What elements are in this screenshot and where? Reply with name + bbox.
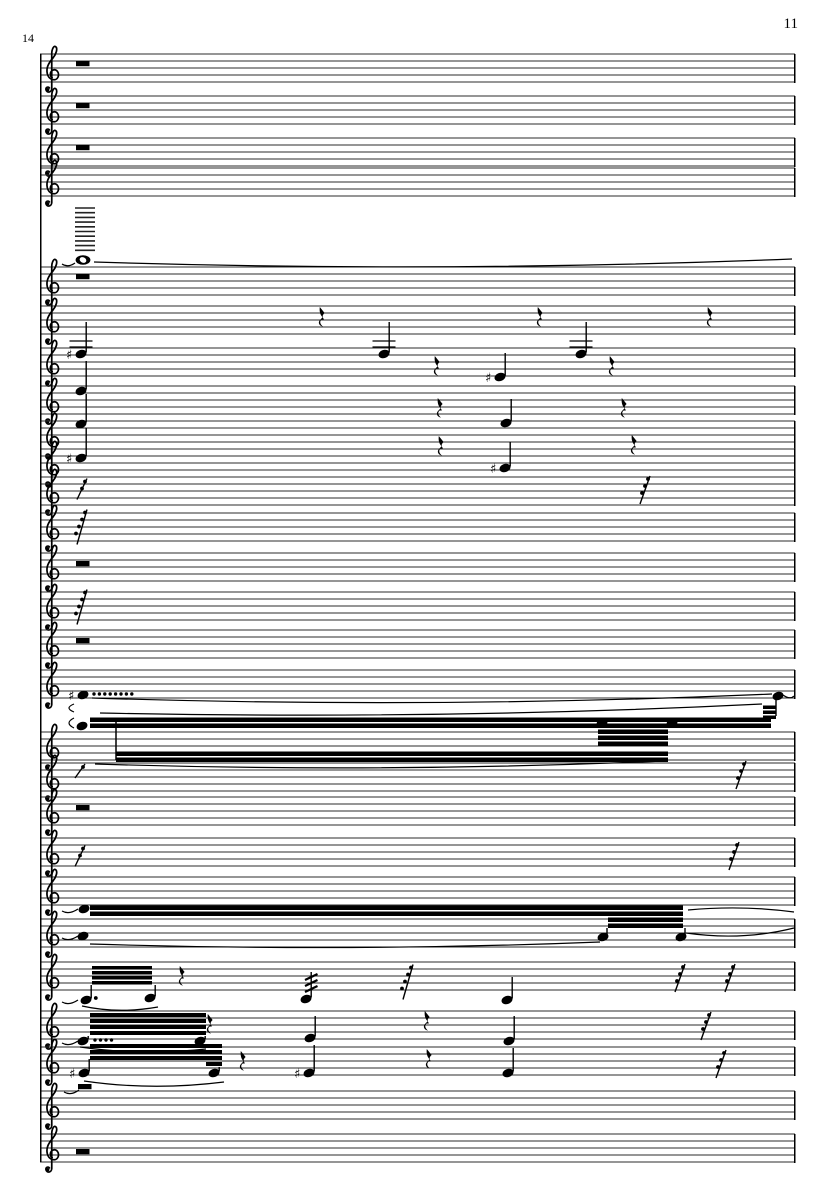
end-barline (794, 348, 796, 377)
multi-flag-rest (75, 764, 85, 778)
treble-clef-icon (46, 88, 59, 134)
end-barline (794, 838, 796, 867)
tremolo-beam (763, 716, 776, 720)
rest-flag-dot (409, 966, 413, 970)
treble-clef-icon (46, 911, 59, 957)
dot (125, 692, 128, 695)
rest-flag-dot (400, 987, 404, 991)
staves-layer (40, 46, 796, 1172)
slur (783, 695, 794, 698)
quarter-note (373, 322, 396, 360)
staff (40, 954, 796, 1000)
augmentation-dot (94, 996, 98, 1000)
rest-flag-dot (719, 1058, 723, 1062)
tremolo-beam (92, 981, 152, 985)
end-barline (794, 449, 796, 478)
tremolo-beam (90, 1050, 222, 1054)
slur (69, 704, 74, 712)
whole-note (76, 255, 91, 264)
multi-flag-rest (74, 590, 87, 625)
staff (40, 584, 796, 630)
rest-flag-dot (646, 477, 650, 481)
slur (69, 718, 74, 728)
quarter-rest (207, 1014, 213, 1034)
tremolo-beam (90, 1044, 222, 1048)
rest-flag-dot (675, 979, 679, 983)
rest-flag-dot (716, 1065, 720, 1069)
quarter-rest (424, 1011, 430, 1031)
rest-flag-dot (77, 525, 81, 529)
staff (40, 1126, 796, 1172)
rest-flag-dot (731, 965, 735, 969)
page-number: 11 (783, 16, 798, 32)
staff (40, 662, 796, 708)
staff (40, 130, 796, 176)
end-barline (794, 553, 796, 582)
end-barline (794, 168, 796, 197)
tremolo-beam (90, 1025, 206, 1029)
end-barline (794, 877, 796, 906)
rest-flag-dot (742, 762, 746, 766)
slur (62, 1000, 78, 1004)
quarter-rest (437, 398, 443, 418)
rest-flag-dot (729, 857, 733, 861)
rest-flag-dot (728, 972, 732, 976)
staff (40, 298, 796, 344)
end-barline (794, 54, 796, 83)
whole-rest (76, 1149, 90, 1154)
rest-flag-dot (80, 598, 84, 602)
quarter-note (74, 361, 87, 397)
end-barline (794, 267, 796, 296)
tremolo-beam (92, 976, 152, 980)
dot (110, 1038, 113, 1041)
staff (40, 622, 796, 668)
quarter-rest (319, 307, 325, 327)
staff (40, 830, 796, 876)
end-barline (794, 592, 796, 621)
note-head (771, 690, 784, 701)
quarter-rest (621, 398, 627, 418)
tremolo-beam (90, 1031, 206, 1035)
quarter-note (66, 428, 88, 467)
treble-clef-icon (46, 662, 59, 708)
rest-flag-dot (681, 965, 685, 969)
slur (82, 1006, 158, 1010)
end-barline (794, 962, 796, 991)
end-barline (794, 1047, 796, 1076)
dot (130, 692, 133, 695)
rest-flag-dot (78, 854, 82, 858)
slur (62, 263, 75, 266)
ledger-lines (75, 208, 95, 250)
sharp-icon: ♯ (69, 1066, 76, 1082)
rest-flag-dot (678, 972, 682, 976)
rest-flag-dot (81, 847, 85, 851)
tremolo-beam (598, 730, 668, 735)
tremolo-beam (116, 752, 668, 757)
tremolo-beam (763, 711, 776, 715)
rest-flag-dot (83, 591, 87, 595)
end-barline (794, 96, 796, 125)
dot (119, 692, 122, 695)
note-head (75, 720, 88, 731)
end-barline (794, 670, 796, 699)
sharp-icon: ♯ (294, 1066, 301, 1082)
dot (103, 692, 106, 695)
end-barline (794, 513, 796, 542)
whole-rest (76, 145, 90, 150)
staff (40, 413, 796, 459)
rest-flag-dot (74, 612, 78, 616)
end-barline (794, 477, 796, 506)
rest-flag-dot (83, 511, 87, 515)
rest-flag-dot (707, 1013, 711, 1017)
rest-flag-dot (704, 1020, 708, 1024)
tremolo-beam (90, 1056, 222, 1060)
treble-clef-icon (46, 259, 59, 305)
staff (40, 505, 796, 551)
end-barline (794, 1011, 796, 1040)
treble-clef-icon (46, 46, 59, 92)
tremolo-beam (92, 966, 152, 970)
staff (40, 378, 796, 424)
quarter-note (207, 1067, 220, 1079)
whole-rest (76, 274, 90, 279)
rest-flag-dot (736, 776, 740, 780)
staff (40, 160, 796, 206)
quarter-note (303, 1016, 316, 1044)
staff (40, 789, 796, 835)
sharp-icon: ♯ (66, 347, 73, 363)
whole-rest (76, 561, 90, 566)
quarter-rest (631, 435, 637, 455)
staff (40, 340, 796, 386)
tremolo-beam (90, 906, 683, 911)
end-barline (794, 732, 796, 761)
quarter-note (66, 322, 93, 363)
multi-flag-rest (400, 965, 413, 1000)
rest-flag-dot (739, 769, 743, 773)
end-barline (794, 138, 796, 167)
rest-flag-dot (80, 487, 84, 491)
whole-rest (76, 103, 90, 108)
quarter-rest (609, 356, 615, 376)
staff (40, 46, 796, 92)
staff (40, 1083, 796, 1129)
rest-flag-dot (725, 979, 729, 983)
rest-flag-dot (406, 973, 410, 977)
rest-flag-dot (722, 1051, 726, 1055)
quarter-rest (438, 436, 444, 456)
rest-flag-dot (403, 980, 407, 984)
whole-rest (76, 638, 90, 643)
quarter-note (570, 322, 593, 360)
multi-flag-rest (75, 846, 85, 867)
quarter-note (69, 1059, 91, 1082)
rest-flag-dot (83, 480, 87, 484)
quarter-rest (434, 356, 440, 376)
staff (40, 469, 796, 515)
sharp-icon: ♯ (68, 688, 75, 704)
slur (94, 259, 792, 267)
whole-rest (76, 805, 90, 810)
quarter-note (75, 720, 88, 731)
quarter-rest (426, 1049, 432, 1069)
rest-flag-dot (77, 605, 81, 609)
dot (98, 692, 101, 695)
dot (109, 692, 112, 695)
treble-clef-icon (46, 1083, 59, 1129)
quarter-note (299, 972, 317, 1005)
multi-flag-rest (77, 479, 87, 500)
treble-clef-icon (46, 160, 59, 206)
end-barline (794, 306, 796, 335)
measure-number: 14 (22, 31, 34, 45)
sharp-icon: ♯ (66, 451, 73, 467)
rest-flag-dot (74, 532, 78, 536)
multi-flag-rest (675, 964, 685, 992)
quarter-note (500, 977, 513, 1006)
treble-clef-icon (46, 1126, 59, 1172)
quarter-note (294, 1045, 316, 1082)
staff (40, 545, 796, 591)
end-barline (794, 630, 796, 659)
quarter-note (74, 394, 87, 430)
slur (62, 909, 78, 913)
whole-rest (76, 61, 90, 66)
quarter-note (490, 442, 512, 477)
whole-rest (78, 1084, 92, 1089)
slur (688, 908, 794, 912)
quarter-note (76, 1035, 89, 1046)
treble-clef-icon (46, 954, 59, 1000)
end-barline (794, 421, 796, 450)
dot (114, 692, 117, 695)
quarter-note (771, 690, 784, 701)
multi-flag-rest (736, 761, 746, 789)
multi-flag-rest (701, 1012, 711, 1040)
tremolo-beam (608, 918, 683, 923)
end-barline (794, 919, 796, 948)
quarter-rest (707, 307, 713, 327)
staff (40, 88, 796, 134)
staff (40, 441, 796, 487)
dot (99, 1038, 102, 1041)
tremolo-beam (608, 924, 683, 929)
rest-flag-dot (80, 518, 84, 522)
end-barline (794, 386, 796, 415)
tremolo-beam (90, 1013, 206, 1017)
treble-clef-icon (46, 830, 59, 876)
staff (40, 755, 796, 801)
rest-flag-dot (81, 765, 85, 769)
tremolo-beam (90, 1019, 206, 1023)
tremolo-beam (90, 912, 683, 917)
quarter-note (79, 985, 97, 1006)
rest-flag-dot (640, 491, 644, 495)
multi-flag-rest (725, 964, 735, 992)
end-barline (794, 763, 796, 792)
tremolo-beam (598, 736, 668, 741)
rest-flag-dot (735, 843, 739, 847)
end-barline (794, 1091, 796, 1120)
dot (93, 1038, 96, 1041)
tremolo-beam (92, 971, 152, 975)
tremolo-beam (206, 1062, 222, 1066)
slur (84, 1081, 224, 1086)
rest-flag-dot (701, 1027, 705, 1031)
slur (62, 936, 78, 940)
slur (100, 704, 762, 715)
quarter-note (502, 1016, 515, 1047)
dot (92, 692, 95, 695)
treble-clef-icon (46, 545, 59, 591)
tremolo-beam (763, 706, 776, 710)
tremolo-beam (598, 742, 668, 747)
end-barline (794, 797, 796, 826)
quarter-rest (537, 307, 543, 327)
slur (95, 761, 664, 768)
sharp-icon: ♯ (490, 461, 497, 477)
multi-flag-rest (640, 476, 650, 504)
slur (686, 928, 794, 936)
tremolo-beam (116, 758, 668, 763)
slur (62, 1041, 78, 1045)
dot (104, 1038, 107, 1041)
quarter-note (501, 1048, 514, 1079)
rest-flag-dot (643, 484, 647, 488)
end-barline (794, 1134, 796, 1163)
rest-flag-dot (732, 850, 736, 854)
augmentation-dots (92, 692, 133, 695)
sharp-icon: ♯ (485, 370, 492, 386)
quarter-note (143, 985, 156, 1004)
